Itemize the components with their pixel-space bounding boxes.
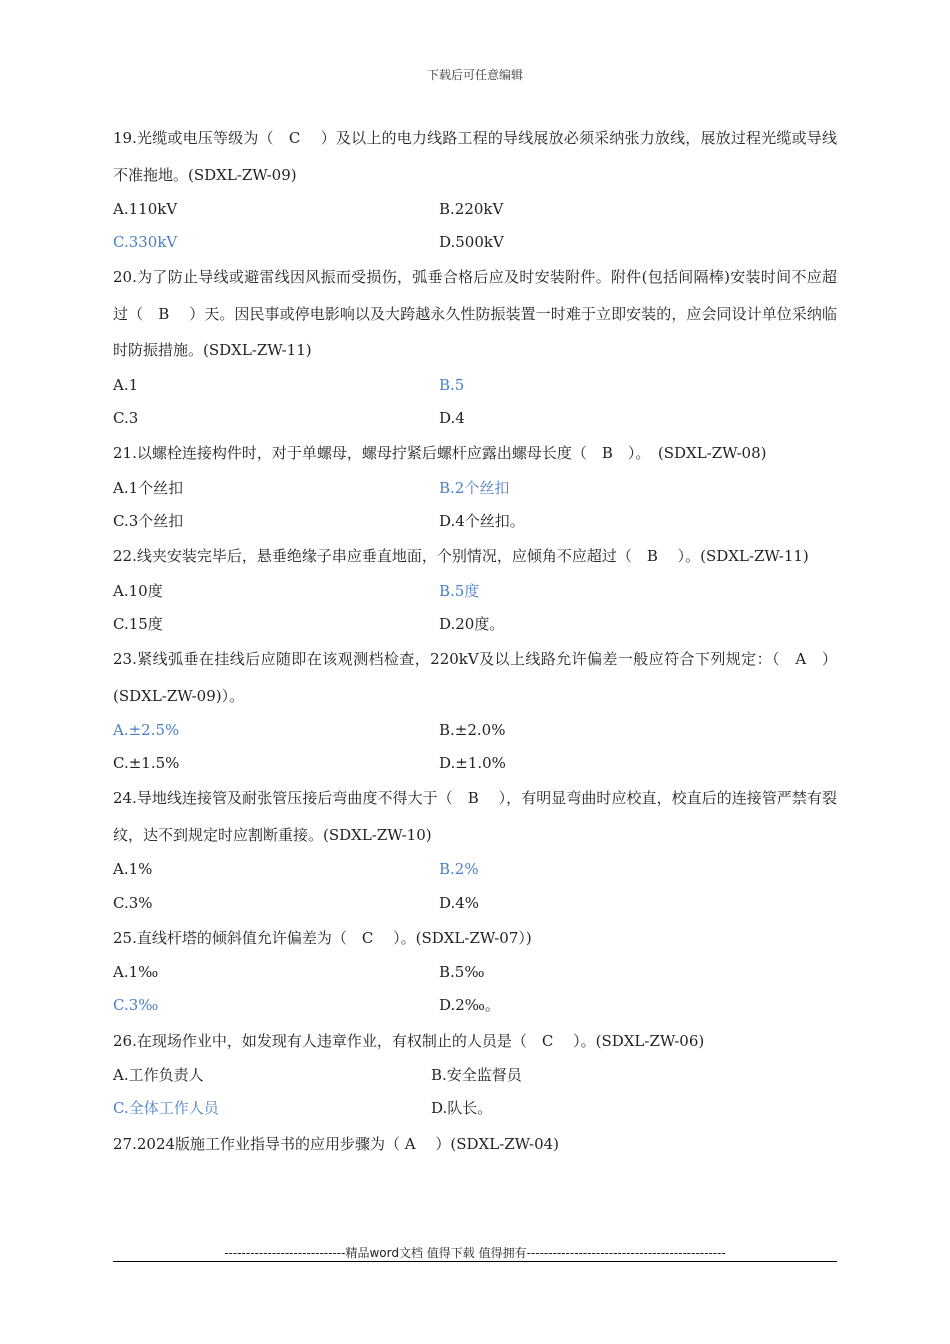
- option-a: A.1: [113, 375, 139, 394]
- option-b-correct: B.2%: [439, 860, 479, 879]
- option-c: C.3个丝扣: [113, 511, 184, 530]
- option-b: B.±2.0%: [439, 721, 506, 739]
- option-a: A.1‰: [113, 963, 159, 982]
- option-b: B.220kV: [439, 200, 504, 218]
- option-b-correct: B.5: [439, 375, 465, 394]
- question-text: 25.直线杆塔的倾斜值允许偏差为（ C ）。(SDXL-ZW-07）): [113, 928, 532, 947]
- options-row: [113, 608, 837, 641]
- options-row: [113, 402, 837, 435]
- question-20: [113, 259, 837, 435]
- options-row: [113, 226, 837, 259]
- option-a: A.工作负责人: [113, 1066, 204, 1085]
- question-24: [113, 780, 837, 919]
- options-row: [113, 714, 837, 747]
- option-c-correct: C.全体工作人员: [113, 1099, 219, 1118]
- option-a: A.1个丝扣: [113, 478, 184, 497]
- options-row: [113, 887, 837, 920]
- option-d: D.2‰。: [439, 996, 500, 1015]
- option-c: C.3: [113, 409, 139, 428]
- question-text: 20.为了防止导线或避雷线因风振而受损伤，弧垂合格后应及时安装附件。附件(包括间隔棒)安装时间不应超过（ B ）天。因民事或停电影响以及大跨越永久性防振装置一时难于立即安装的，应会同设计单位采纳临时防振措施。(SDXL-ZW-11): [113, 268, 837, 360]
- option-c: C.15度: [113, 614, 163, 633]
- question-text: 27.2024版施工作业指导书的应用步骤为（ A ）(SDXL-ZW-04): [113, 1134, 560, 1153]
- option-d: D.20度。: [439, 614, 505, 633]
- options-row: [113, 575, 837, 608]
- question-text: 22.线夹安装完毕后，悬垂绝缘子串应垂直地面，个别情况，应倾角不应超过（ B ）。(SDXL-ZW-11): [113, 547, 809, 566]
- options-row: [113, 369, 837, 402]
- option-d: D.4: [439, 409, 465, 428]
- question-26: [113, 1023, 837, 1126]
- page-footer: ----------------------------精品word文档 值得下载 值得拥有----------------------------------------------: [224, 1246, 726, 1260]
- question-text: 24.导地线连接管及耐张管压接后弯曲度不得大于（ B ），有明显弯曲时应校直，校直后的连接管严禁有裂纹，达不到规定时应割断重接。(SDXL-ZW-10): [113, 789, 837, 844]
- options-row: [113, 1092, 837, 1125]
- question-27: [113, 1126, 837, 1163]
- options-row: [113, 956, 837, 989]
- question-21: [113, 435, 837, 538]
- question-25: [113, 920, 837, 1023]
- option-a-correct: A.±2.5%: [113, 721, 180, 739]
- option-c: C.3%: [113, 893, 153, 912]
- option-c-correct: C.330kV: [113, 233, 178, 252]
- option-b-correct: B.2个丝扣: [439, 478, 510, 497]
- option-d: D.±1.0%: [439, 754, 506, 773]
- options-row: [113, 747, 837, 780]
- options-row: [113, 472, 837, 505]
- options-row: [113, 505, 837, 538]
- options-row: [113, 193, 837, 226]
- question-23: [113, 641, 837, 780]
- page-header: 下载后可任意编辑: [426, 68, 523, 82]
- option-b-correct: B.5度: [439, 581, 480, 600]
- option-d: D.4个丝扣。: [439, 511, 525, 530]
- option-d: D.4%: [439, 893, 480, 912]
- option-a: A.1%: [113, 860, 153, 879]
- option-a: A.10度: [113, 581, 163, 600]
- question-22: [113, 538, 837, 641]
- question-text: 21.以螺栓连接构件时，对于单螺母，螺母拧紧后螺杆应露出螺母长度（ B ）。 (SDXL-ZW-08): [113, 444, 767, 463]
- option-d: D.500kV: [439, 233, 504, 252]
- option-d: D.队长。: [431, 1099, 493, 1118]
- options-row: [113, 853, 837, 886]
- options-row: [113, 989, 837, 1022]
- option-a: A.110kV: [113, 200, 178, 218]
- question-text: 26.在现场作业中，如发现有人违章作业，有权制止的人员是（ C ）。(SDXL-ZW-06): [113, 1031, 705, 1050]
- option-c: C.±1.5%: [113, 754, 180, 773]
- question-list: [113, 120, 837, 1162]
- option-b: B.安全监督员: [431, 1066, 522, 1085]
- option-c-correct: C.3‰: [113, 996, 159, 1015]
- options-row: [113, 1059, 837, 1092]
- option-b: B.5‰: [439, 963, 485, 982]
- question-text: 19.光缆或电压等级为（ C ）及以上的电力线路工程的导线展放必须采纳张力放线，展放过程光缆或导线不准拖地。(SDXL-ZW-09): [113, 129, 837, 184]
- footer-rule: [113, 1261, 837, 1262]
- question-text: 23.紧线弧垂在挂线后应随即在该观测档检查，220kV及以上线路允许偏差一般应符合下列规定：（ A ）(SDXL-ZW-09)）。: [113, 650, 837, 705]
- question-19: [113, 120, 837, 259]
